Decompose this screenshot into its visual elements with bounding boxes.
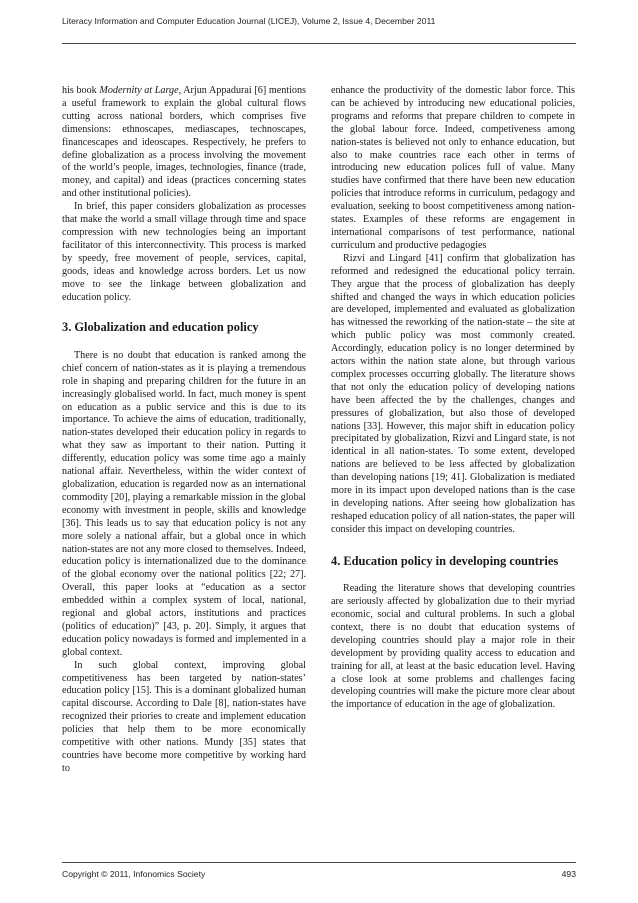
section-3-heading: 3. Globalization and education policy bbox=[62, 320, 259, 335]
left-p1-rest: , Arjun Appadurai [6] mentions a useful framework to explain the global cultural flows cutting across national borders, which comprises five dimensions: ethnoscapes, mediascapes, technoscapes, financescapes and ideoscapes. Respectively, he prefers to define globalization as a process involving the movement of the world’s people, images, technologies, finance (trade, money, and capital) and ideas (practices concerning states and other institutional policies). bbox=[62, 85, 306, 200]
copyright-notice: Copyright © 2011, Infonomics Society bbox=[62, 869, 206, 879]
left-paragraph-1 bbox=[62, 85, 306, 201]
page-number: 493 bbox=[561, 869, 576, 879]
left-paragraph-3: There is no doubt that education is ranked among the chief concern of nation-states as it is playing a tremendous role in shaping and preparing children for the future in an increasingly globalised world. In fact, much money is spent on education as a public service and this is due to its importance. To achieve the aims of education, traditionally, nation-states developed their education policy in regards to what they saw as important to their nation. Putting it differently, education policy was some time ago a mainly national affair. Nevertheless, within the wider context of globalization, education is regarded now as an international commodity [20], playing a remarkable mission in the global economy with investment in people, skills and knowledge [36]. This leads us to say that education policy is not any more solely a national affair, but a global once in which nation-states are not any more closed to themselves. Indeed, education policy is internationalized due to the dominance of the global economy over the national politics [22; 27]. Overall, this paper looks at “education as a sector embedded within a complex system of local, national, regional and global actors, institutions and practices (politics of education)” [43, p. 20]. Simply, it argues that education policy nowadays is formed and implemented in a global context. bbox=[62, 349, 306, 658]
footer-rule bbox=[62, 862, 576, 863]
section-4-heading: 4. Education policy in developing countries bbox=[331, 553, 559, 568]
left-p1-lead: his book bbox=[62, 85, 100, 96]
header-rule bbox=[62, 43, 576, 44]
running-header: Literacy Information and Computer Education Journal (LICEJ), Volume 2, Issue 4, December 2011 bbox=[62, 16, 436, 26]
book-title: Modernity at Large bbox=[99, 85, 179, 96]
left-paragraph-2: In brief, this paper considers globalization as processes that make the world a small village through time and space compression with new technologies being an important facilitator of this interconnectivity. This process is marked by speedy, free movement of people, services, capital, goods, ideas and knowledge across borders. Let us now move to see the linkage between globalization and education policy. bbox=[62, 201, 306, 303]
right-paragraph-1: enhance the productivity of the domestic labor force. This can be achieved by introducing new educational policies, programs and reforms that prepare children to compete in the global labour force. Indeed, competiveness among nation-states is believed not only to enhance education, but also to make countries race each other in terms of introducing new education polices full of value. Many studies have confirmed that there have been new education policies that introduce reforms in curriculum, pedagogy and evaluation, seeking to boost competitiveness among nation-states. Examples of these reforms are engagement in international comparisons of test performance, national curriculum and productive pedagogies bbox=[331, 85, 575, 251]
left-column bbox=[62, 85, 306, 776]
right-paragraph-2: Rizvi and Lingard [41] confirm that globalization has reformed and redesigned the educational policy terrain. They argue that the process of globalization has deeply shifted and changed the ways in which education policies are developed, implemented and evaluated as globalization has witnessed the reworking of the nation-state – the site at which public policy was most commonly created. Accordingly, education policy is no longer determined by actors within the nation state alone, but through various complex processes occurring globally. The literature shows that not only the education policy of developing nations have been affected the by the challenges, changes and pressures of globalization, but also those of developed nations [33]. However, this major shift in education policy precipitated by globalization, Rizvi and Lingard state, is not identical in all nation-states. To some extent, developed nations are believed to be less affected by globalization than developing nations [19; 41]. Globalization is mediated more in its impact upon developed nations than is the case in developing nations. After seeing how globalization has reshaped education policy of all nation-states, the paper will consider this impact on developing countries. bbox=[331, 252, 575, 535]
left-paragraph-4: In such global context, improving global competitiveness has been targeted by nation-states’ education policy [15]. This is a dominant globalized human capital discourse. According to Dale [8], nation-states have recognized their priories to create and implement education policies that help them to be more economically competitive with other nations. Mundy [35] states that countries have become more competitive by working hard to bbox=[62, 659, 306, 774]
right-column bbox=[331, 85, 575, 712]
right-paragraph-3: Reading the literature shows that developing countries are seriously affected by globalization due to their myriad economic, social and cultural problems. In such a global context, there is no doubt that education systems of developing countries should play a major role in their development by providing quality access to education and training for all, at least at the basic education level. Having a close look at some problems and challenges facing developing countries will make the picture more clear about the importance of education in the age of globalization. bbox=[331, 583, 575, 711]
